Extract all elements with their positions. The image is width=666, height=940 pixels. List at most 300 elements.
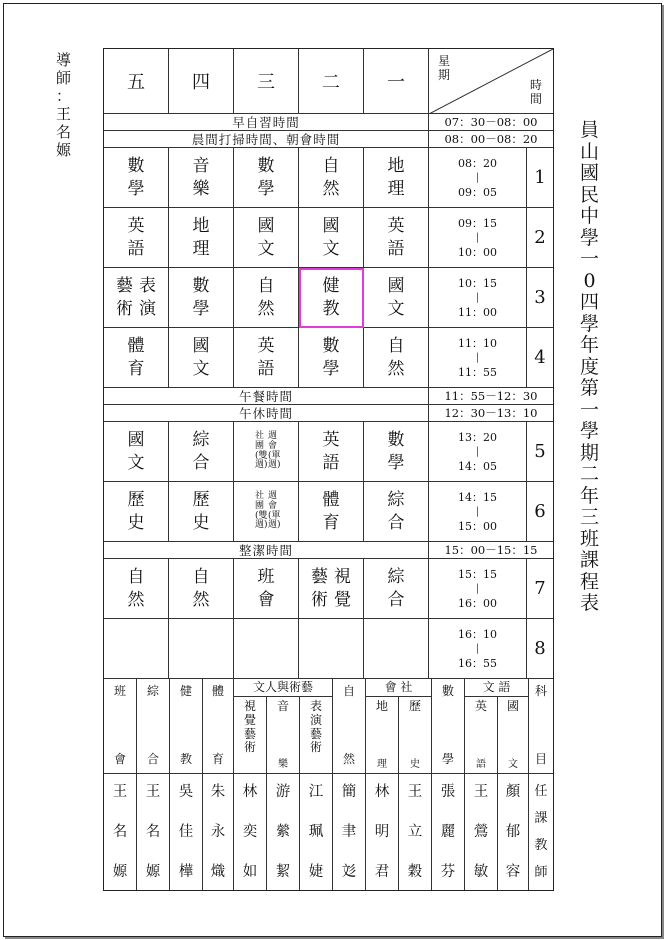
- group-text: 文人與術藝: [252, 679, 313, 694]
- club-society: 社團(雙週): [255, 490, 268, 531]
- subject-cell: [364, 482, 429, 542]
- teacher-char: 導: [56, 51, 72, 69]
- club-weekly-meeting: 週會(單週): [268, 490, 281, 531]
- morning-study-time: [429, 114, 553, 131]
- band-text: 午餐時間: [238, 389, 293, 404]
- teacher-char: 張: [440, 783, 456, 800]
- subject-cell: [104, 559, 169, 619]
- teacher-char: 縈: [275, 823, 291, 840]
- teacher-cell: [432, 774, 465, 890]
- subject-text: 英語: [257, 336, 275, 379]
- subject-cell: [169, 619, 234, 679]
- subject-text: 健教: [322, 276, 340, 319]
- period-start: 10：15: [458, 276, 497, 290]
- subject-text: 國文: [192, 336, 210, 379]
- teacher-char: 江: [308, 783, 324, 800]
- subject-text: 英語: [322, 430, 340, 473]
- subject-text: 自然: [387, 336, 405, 379]
- period-number: [527, 619, 553, 679]
- title-char: 程: [580, 570, 600, 593]
- subject-cell: [169, 208, 234, 268]
- teacher-name: [309, 779, 324, 886]
- timetable-title: [580, 120, 599, 615]
- teacher-char: 敏: [473, 863, 489, 880]
- subject-text: 體育: [127, 336, 145, 379]
- teacher-char: 名: [145, 823, 161, 840]
- subject-cell: [364, 148, 429, 208]
- teacher-char: 王: [112, 783, 128, 800]
- lunch-label: [104, 388, 429, 405]
- subject-cell: [364, 422, 429, 482]
- period-number-text: 7: [534, 578, 546, 599]
- subject-text: 自然: [192, 567, 210, 610]
- subject-text: 國文: [257, 216, 275, 259]
- title-char: 一: [580, 248, 600, 270]
- period-number-text: 3: [534, 287, 546, 308]
- subject-text: 國文: [387, 276, 405, 319]
- teacher-char: 佳: [178, 823, 194, 840]
- title-char: 第: [580, 377, 600, 399]
- title-char: 山: [580, 140, 600, 163]
- teacher-cell: [333, 774, 366, 890]
- subject-text: 英語: [127, 216, 145, 259]
- period-end: 15：00: [458, 519, 497, 533]
- subject-part: 藝術: [311, 567, 328, 610]
- subject-header-top: 科: [534, 684, 547, 698]
- teacher-cell: [267, 774, 300, 890]
- period-number: [527, 482, 553, 542]
- teacher-name: [408, 779, 423, 886]
- band-time: 12：30－13：10: [444, 406, 538, 420]
- teacher-name: [243, 779, 258, 886]
- period-range-bar: |: [475, 505, 480, 517]
- teacher-char: 立: [407, 823, 423, 840]
- teacher-char: 吳: [178, 783, 194, 800]
- subject-cell: [104, 148, 169, 208]
- title-char: 課: [580, 549, 600, 571]
- title-char: 年: [580, 334, 600, 356]
- subject-text: 國文: [127, 430, 145, 473]
- period-number-text: 4: [534, 347, 546, 368]
- teacher-cell: [170, 774, 203, 890]
- subject-header-bottom: 育: [211, 752, 224, 767]
- club-society: 社團(雙週): [255, 430, 268, 471]
- subject-header-bottom: 樂: [278, 758, 288, 770]
- subject-text: 數學: [192, 276, 210, 319]
- day-header: [169, 49, 234, 114]
- day-header: [364, 49, 429, 114]
- group-text: 會 社: [384, 679, 413, 694]
- nap-time: [429, 405, 553, 422]
- teacher-char: 名: [56, 123, 72, 141]
- period-time: [429, 619, 527, 679]
- teacher-char: 顏: [505, 783, 521, 800]
- teacher-char: 奕: [242, 823, 258, 840]
- subject-cell: [169, 482, 234, 542]
- title-char: 度: [580, 355, 600, 378]
- subject-cell: [104, 422, 169, 482]
- teacher-name: [506, 779, 521, 886]
- subject-header-bottom: 目: [534, 752, 547, 767]
- group-text: 文 語: [482, 679, 511, 694]
- title-char: 中: [580, 205, 600, 227]
- teacher-cell: [300, 774, 333, 890]
- period-start: 08：20: [458, 156, 497, 170]
- teacher-char: 芬: [440, 863, 456, 880]
- footer-subject-header: [333, 679, 366, 774]
- subject-text: 數學: [322, 336, 340, 379]
- subject-cell: [299, 619, 364, 679]
- subject-text: 英語: [387, 216, 405, 259]
- period-time: [429, 482, 527, 542]
- period-start: 16：10: [458, 627, 497, 641]
- teacher-char: 熾: [210, 863, 226, 880]
- teacher-cell: [203, 774, 234, 890]
- title-char: 二: [580, 463, 600, 485]
- subject-header-bottom: 語: [476, 758, 486, 770]
- subject-cell: [234, 148, 299, 208]
- subject-cell: [299, 559, 364, 619]
- teacher-name: [375, 779, 390, 886]
- teacher-name: [276, 779, 291, 886]
- period-range-bar: |: [475, 171, 480, 183]
- subject-cell: [104, 619, 169, 679]
- teacher-char: 嫄: [56, 141, 72, 159]
- subject-cell: [104, 208, 169, 268]
- title-char: 學: [580, 226, 600, 249]
- corner-week-label: 星期: [437, 54, 450, 82]
- teacher-char: 課: [534, 810, 548, 826]
- subject-header-top: 綜: [146, 684, 159, 698]
- teacher-char: 嫄: [145, 863, 161, 880]
- subject-cell: [299, 482, 364, 542]
- subject-cell: [104, 328, 169, 388]
- subject-text: 國文: [322, 216, 340, 259]
- tidy-time: [429, 542, 553, 559]
- subject-header-top: 地: [375, 699, 388, 713]
- subject-cell: [299, 422, 364, 482]
- title-char: 學: [580, 420, 600, 442]
- teacher-cell: [234, 774, 267, 890]
- subject-header-top: 英: [474, 699, 487, 713]
- teacher-char: 容: [505, 863, 521, 880]
- footer-subject-header: [498, 697, 529, 774]
- subject-header-top: 音: [276, 699, 289, 713]
- subject-cell: [364, 619, 429, 679]
- teacher-cell: [529, 774, 553, 890]
- subject-cell: [169, 559, 234, 619]
- teacher-name: [534, 779, 547, 886]
- footer-subject-header: [104, 679, 137, 774]
- period-end: 11：00: [458, 305, 497, 319]
- footer-subject-header: [267, 697, 300, 774]
- period-time: [429, 328, 527, 388]
- teacher-name: [342, 779, 357, 886]
- period-start: 15：15: [458, 567, 497, 581]
- corner-time-label: 時間: [529, 78, 542, 107]
- period-end: 14：05: [458, 459, 497, 473]
- teacher-char: 郁: [505, 823, 521, 840]
- period-end: 16：00: [458, 596, 497, 610]
- teacher-name: [179, 779, 194, 886]
- day-header: [104, 49, 169, 114]
- tidy-label: [104, 542, 429, 559]
- period-number: [527, 268, 553, 328]
- subject-header-text: 表演藝術: [310, 699, 323, 755]
- band-text: 早自習時間: [232, 115, 300, 130]
- period-range-bar: |: [475, 445, 480, 457]
- subject-cell: [299, 148, 364, 208]
- band-text: 午休時間: [238, 406, 293, 421]
- teacher-char: 林: [242, 783, 258, 800]
- teacher-char: 朱: [210, 783, 226, 800]
- teacher-char: 聿: [341, 823, 357, 840]
- band-time: 07：30－08：00: [444, 115, 538, 129]
- title-char: 年: [580, 484, 600, 507]
- timetable-grid: [103, 48, 554, 891]
- title-char: 表: [580, 592, 600, 614]
- subject-text: 地理: [192, 216, 210, 259]
- day-label: 四: [192, 72, 210, 93]
- teacher-cell: [498, 774, 529, 890]
- subject-header-top: 自: [342, 684, 355, 698]
- teacher-char: 樺: [178, 863, 194, 880]
- title-char: 員: [580, 119, 600, 141]
- day-header: [299, 49, 364, 114]
- footer-subject-header: [170, 679, 203, 774]
- club-weekly-meeting: 週會(單週): [268, 430, 281, 471]
- subject-text: 自然: [127, 567, 145, 610]
- subject-text: 班會: [257, 567, 275, 610]
- subject-header-bottom: 史: [410, 758, 420, 770]
- subject-header-bottom: 合: [146, 752, 159, 767]
- teacher-char: 任: [534, 783, 548, 799]
- footer-subject-header: [399, 697, 432, 774]
- day-header: [234, 49, 299, 114]
- teacher-char: 明: [374, 823, 390, 840]
- title-char: 班: [580, 527, 600, 550]
- subject-cell: [364, 559, 429, 619]
- band-time: 08：00－08：20: [444, 132, 538, 146]
- teacher-char: 游: [275, 783, 291, 800]
- period-range-bar: |: [475, 351, 480, 363]
- footer-subject-header: [234, 697, 267, 774]
- footer-group-header: [366, 679, 432, 697]
- title-char: 一: [580, 398, 600, 421]
- subject-header-text: 視覺藝術: [244, 699, 257, 755]
- footer-subject-header: [465, 697, 498, 774]
- teacher-name: [441, 779, 456, 886]
- band-time: 11：55－12：30: [444, 389, 538, 403]
- day-label: 三: [257, 72, 275, 93]
- teacher-cell: [137, 774, 170, 890]
- subject-text: 歷史: [192, 490, 210, 533]
- subject-cell: [299, 208, 364, 268]
- period-time: [429, 422, 527, 482]
- subject-cell: [169, 268, 234, 328]
- period-number: [527, 422, 553, 482]
- teacher-char: 名: [112, 823, 128, 840]
- period-range-bar: |: [475, 642, 480, 654]
- teacher-name: [146, 779, 161, 886]
- footer-subject-header: [137, 679, 170, 774]
- subject-cell: [364, 328, 429, 388]
- period-end: 11：55: [458, 365, 497, 379]
- period-number: [527, 328, 553, 388]
- subject-cell: [234, 328, 299, 388]
- subject-cell: [104, 482, 169, 542]
- period-range-bar: |: [475, 291, 480, 303]
- subject-text: 地理: [387, 156, 405, 199]
- teacher-cell: [366, 774, 399, 890]
- subject-cell: [169, 148, 234, 208]
- footer-group-header: [465, 679, 529, 697]
- teacher-cell: [104, 774, 137, 890]
- subject-text: 綜合: [387, 490, 405, 533]
- teacher-char: 彣: [341, 863, 357, 880]
- subject-part: 藝術: [116, 276, 133, 319]
- subject-cell: [234, 208, 299, 268]
- period-start: 13：20: [458, 430, 497, 444]
- period-number-text: 2: [534, 227, 546, 248]
- period-end: 10：00: [458, 245, 497, 259]
- subject-text: 歷史: [127, 490, 145, 533]
- footer-subject-header: [203, 679, 234, 774]
- teacher-char: ：: [56, 87, 72, 105]
- teacher-char: 師: [534, 865, 548, 881]
- teacher-char: 鶯: [473, 823, 489, 840]
- subject-part: 視覺: [334, 567, 351, 610]
- subject-cell: [234, 268, 299, 328]
- period-number-text: 6: [534, 501, 546, 522]
- teacher-char: 如: [242, 863, 258, 880]
- subject-text: 數學: [257, 156, 275, 199]
- footer-group-header: [234, 679, 333, 697]
- subject-header-bottom: 理: [377, 758, 387, 770]
- subject-cell: [234, 619, 299, 679]
- subject-text: 體育: [322, 490, 340, 533]
- day-label: 二: [322, 72, 340, 93]
- title-char: 期: [580, 441, 600, 464]
- subject-cell: [169, 328, 234, 388]
- footer-subject-header: [529, 679, 553, 774]
- subject-header-top: 國: [506, 699, 519, 713]
- subject-text: 自然: [257, 276, 275, 319]
- corner-diagonal: [429, 49, 553, 114]
- lunch-time: [429, 388, 553, 405]
- subject-text: 音樂: [192, 156, 210, 199]
- subject-text: 數學: [387, 430, 405, 473]
- teacher-char: 簡: [341, 783, 357, 800]
- corner-cell: [429, 49, 553, 114]
- subject-text: 綜合: [192, 430, 210, 473]
- period-start: 14：15: [458, 490, 497, 504]
- period-time: [429, 559, 527, 619]
- period-time: [429, 208, 527, 268]
- period-end: 16：55: [458, 656, 497, 670]
- teacher-char: 王: [407, 783, 423, 800]
- subject-text: 綜合: [387, 567, 405, 610]
- title-char: 0: [583, 269, 596, 292]
- period-number-text: 8: [534, 638, 546, 659]
- subject-cell: [364, 208, 429, 268]
- footer-subject-header: [432, 679, 465, 774]
- teacher-char: 麗: [440, 823, 456, 840]
- subject-cell: [104, 268, 169, 328]
- teacher-char: 永: [210, 823, 226, 840]
- subject-header-bottom: 然: [342, 752, 355, 767]
- teacher-name: [474, 779, 489, 886]
- teacher-char: 林: [374, 783, 390, 800]
- teacher-char: 師: [56, 69, 72, 87]
- subject-header-bottom: 文: [508, 758, 518, 770]
- subject-cell: [234, 559, 299, 619]
- subject-cell: [299, 328, 364, 388]
- subject-cell: [234, 482, 299, 542]
- subject-header-top: 體: [211, 684, 224, 698]
- teacher-char: 婕: [308, 863, 324, 880]
- teacher-name: [113, 779, 128, 886]
- morning-cleaning-label: [104, 131, 429, 148]
- teacher-name: [211, 779, 226, 886]
- subject-header-top: 歷: [408, 699, 421, 713]
- band-text: 整潔時間: [238, 543, 293, 558]
- teacher-char: 教: [534, 838, 548, 854]
- title-char: 四: [580, 291, 600, 313]
- title-char: 學: [580, 312, 600, 335]
- teacher-char: 王: [145, 783, 161, 800]
- teacher-char: 珮: [308, 823, 324, 840]
- subject-header-top: 數: [441, 684, 454, 698]
- teacher-char: 王: [473, 783, 489, 800]
- teacher-cell: [399, 774, 432, 890]
- teacher-cell: [465, 774, 498, 890]
- teacher-char: 絜: [275, 863, 291, 880]
- period-start: 11：10: [458, 336, 497, 350]
- subject-cell: [169, 422, 234, 482]
- subject-header-top: 班: [113, 684, 126, 698]
- footer-subject-header: [300, 697, 333, 774]
- period-end: 09：05: [458, 185, 497, 199]
- title-char: 國: [580, 162, 600, 184]
- teacher-char: 君: [374, 863, 390, 880]
- period-range-bar: |: [475, 231, 480, 243]
- period-number: [527, 559, 553, 619]
- footer-subject-header: [366, 697, 399, 774]
- period-number-text: 5: [534, 441, 546, 462]
- highlight-box: [299, 268, 364, 328]
- homeroom-teacher-label: [56, 52, 71, 160]
- morning-cleaning-time: [429, 131, 553, 148]
- period-number-text: 1: [534, 167, 546, 188]
- band-time: 15：00－15：15: [444, 543, 538, 557]
- period-number: [527, 208, 553, 268]
- subject-text: 數學: [127, 156, 145, 199]
- subject-cell: [234, 422, 299, 482]
- period-time: [429, 268, 527, 328]
- subject-text: 自然: [322, 156, 340, 199]
- period-start: 09：15: [458, 216, 497, 230]
- band-text: 晨間打掃時間、朝會時間: [191, 132, 341, 147]
- day-label: 一: [387, 72, 405, 93]
- title-char: 三: [580, 506, 600, 528]
- period-time: [429, 148, 527, 208]
- morning-study-label: [104, 114, 429, 131]
- title-char: 民: [580, 183, 600, 206]
- teacher-char: 穀: [407, 863, 423, 880]
- subject-cell: [364, 268, 429, 328]
- subject-header-bottom: 會: [113, 752, 126, 767]
